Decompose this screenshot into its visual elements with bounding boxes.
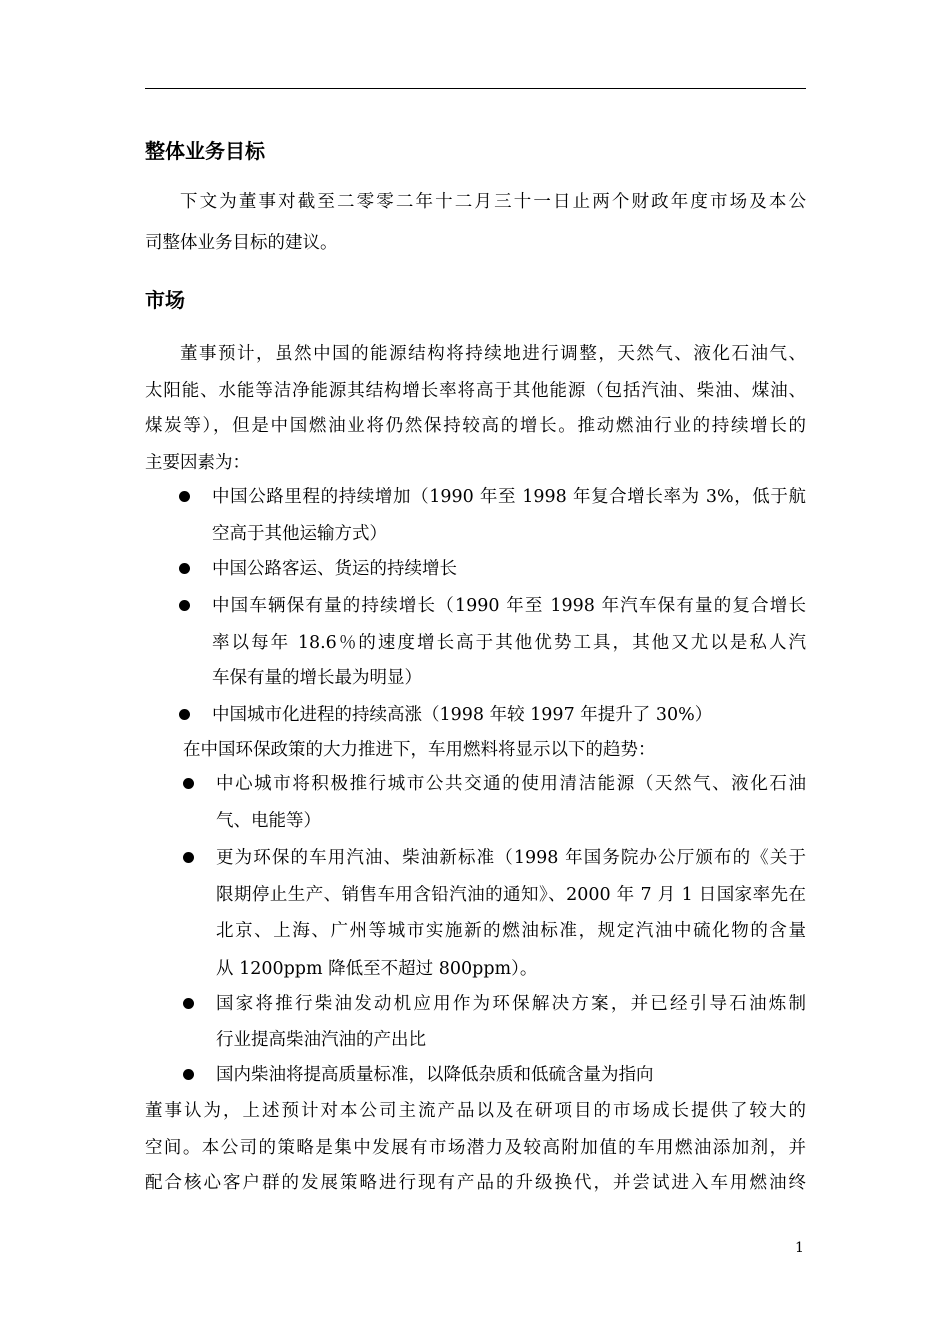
list-item: 中心城市将积极推行城市公共交通的使用清洁能源（天然气、液化石油 bbox=[216, 774, 806, 794]
header-rule bbox=[145, 88, 806, 89]
list-item: 气、电能等） bbox=[216, 811, 321, 831]
conclusion-line: 配合核心客户群的发展策略进行现有产品的升级换代，并尝试进入车用燃油终 bbox=[145, 1173, 806, 1193]
list-item: 中国公路客运、货运的持续增长 bbox=[212, 559, 457, 579]
list-item: 从 1200ppm 降低至不超过 800ppm）。 bbox=[216, 959, 538, 979]
list-item: 中国公路里程的持续增加（1990 年至 1998 年复合增长率为 3%，低于航 bbox=[212, 487, 806, 507]
paragraph-line: 董事预计，虽然中国的能源结构将持续地进行调整，天然气、液化石油气、 bbox=[180, 344, 806, 364]
paragraph-line: 煤炭等），但是中国燃油业将仍然保持较高的增长。推动燃油行业的持续增长的 bbox=[145, 416, 806, 436]
trend-intro: 在中国环保政策的大力推进下，车用燃料将显示以下的趋势： bbox=[183, 740, 656, 760]
heading-overall-business-goals: 整体业务目标 bbox=[145, 139, 265, 163]
bullet-icon bbox=[183, 1069, 194, 1080]
list-item: 中国车辆保有量的持续增长（1990 年至 1998 年汽车保有量的复合增长 bbox=[212, 596, 806, 616]
intro-line: 司整体业务目标的建议。 bbox=[145, 233, 338, 253]
bullet-icon bbox=[179, 709, 190, 720]
bullet-icon bbox=[183, 852, 194, 863]
page-number: 1 bbox=[795, 1240, 804, 1256]
list-item: 车保有量的增长最为明显） bbox=[212, 668, 422, 688]
list-item: 限期停止生产、销售车用含铅汽油的通知》、2000 年 7 月 1 日国家率先在 bbox=[216, 885, 806, 905]
bullet-icon bbox=[179, 600, 190, 611]
bullet-icon bbox=[179, 491, 190, 502]
paragraph-line: 主要因素为： bbox=[145, 453, 250, 473]
list-item: 中国城市化进程的持续高涨（1998 年较 1997 年提升了 30%） bbox=[212, 705, 713, 725]
intro-line: 下文为董事对截至二零零二年十二月三十一日止两个财政年度市场及本公 bbox=[180, 192, 806, 212]
bullet-icon bbox=[183, 998, 194, 1009]
bullet-icon bbox=[183, 778, 194, 789]
list-item: 行业提高柴油汽油的产出比 bbox=[216, 1030, 426, 1050]
list-item: 国内柴油将提高质量标准，以降低杂质和低硫含量为指向 bbox=[216, 1065, 654, 1085]
conclusion-line: 董事认为，上述预计对本公司主流产品以及在研项目的市场成长提供了较大的 bbox=[145, 1101, 806, 1121]
list-item: 率以每年 18.6％的速度增长高于其他优势工具，其他又尤以是私人汽 bbox=[212, 633, 806, 653]
list-item: 国家将推行柴油发动机应用作为环保解决方案，并已经引导石油炼制 bbox=[216, 994, 806, 1014]
bullet-icon bbox=[179, 563, 190, 574]
heading-market: 市场 bbox=[145, 288, 185, 312]
list-item: 空高于其他运输方式） bbox=[212, 524, 387, 544]
list-item: 更为环保的车用汽油、柴油新标准（1998 年国务院办公厅颁布的《关于 bbox=[216, 848, 806, 868]
paragraph-line: 太阳能、水能等洁净能源其结构增长率将高于其他能源（包括汽油、柴油、煤油、 bbox=[145, 381, 806, 401]
conclusion-line: 空间。本公司的策略是集中发展有市场潜力及较高附加值的车用燃油添加剂，并 bbox=[145, 1138, 806, 1158]
list-item: 北京、上海、广州等城市实施新的燃油标准，规定汽油中硫化物的含量 bbox=[216, 921, 806, 941]
